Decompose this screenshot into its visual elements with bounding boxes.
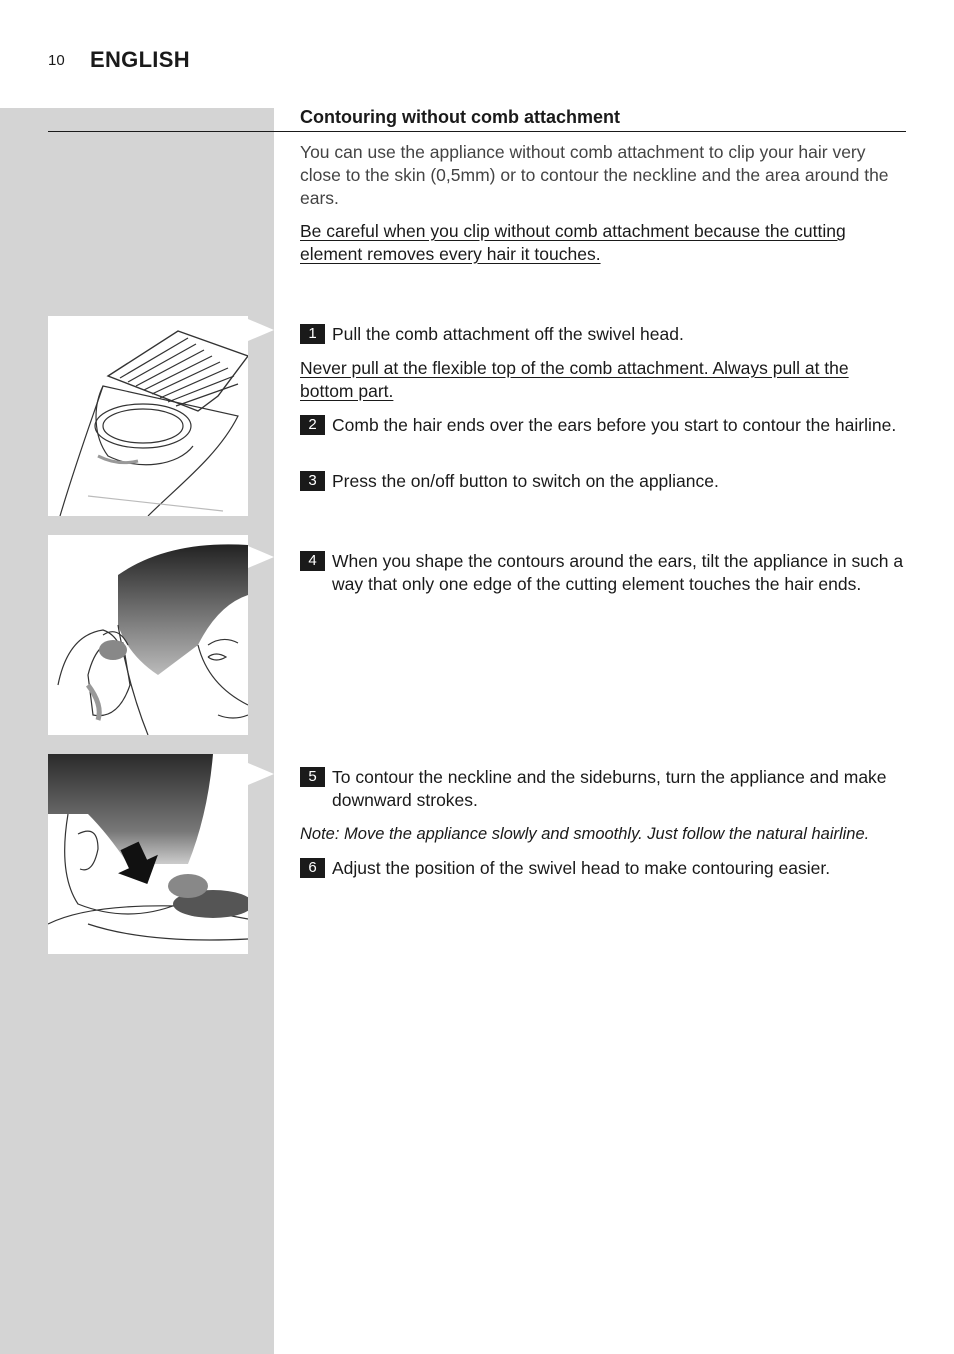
section-divider — [48, 131, 906, 132]
step-text: Adjust the position of the swivel head to make contouring easier. — [332, 858, 831, 878]
trimmer-comb-icon — [48, 316, 248, 516]
intro-paragraph: You can use the appliance without comb attachment to clip your hair very close to the skin (0,5mm) or to contour the neckline and the area around the ears. — [300, 142, 889, 208]
trimming-neckline-illustration — [48, 754, 248, 954]
step-4 — [300, 550, 904, 596]
page-number: 10 — [48, 52, 65, 69]
neckline-icon — [48, 754, 248, 954]
step-number: 6 — [300, 858, 325, 878]
step-number: 4 — [300, 551, 325, 571]
step-3 — [300, 470, 904, 493]
step-number: 1 — [300, 324, 325, 344]
step-text: When you shape the contours around the ears, tilt the appliance in such a way that only one edge of the cutting element touches the hair ends. — [332, 551, 904, 594]
note-paragraph: Note: Move the appliance slowly and smoothly. Just follow the natural hairline. — [300, 825, 870, 843]
step-5 — [300, 766, 904, 812]
illustration-pointer — [248, 763, 274, 785]
step-6 — [300, 857, 904, 880]
ear-contour-icon — [48, 535, 248, 735]
step-text: To contour the neckline and the sideburns, turn the appliance and make downward strokes. — [332, 767, 887, 810]
language-heading: ENGLISH — [90, 47, 190, 72]
step-text: Press the on/off button to switch on the appliance. — [332, 471, 719, 491]
section-title: Contouring without comb attachment — [300, 107, 620, 127]
step-number: 2 — [300, 415, 325, 435]
step-text: Comb the hair ends over the ears before you start to contour the hairline. — [332, 415, 897, 435]
warning-paragraph: Be careful when you clip without comb attachment because the cutting element removes every hair it touches. — [300, 221, 846, 264]
illustration-pointer — [248, 319, 274, 341]
caution-paragraph: Never pull at the flexible top of the comb attachment. Always pull at the bottom part. — [300, 358, 849, 401]
step-number: 5 — [300, 767, 325, 787]
step-text: Pull the comb attachment off the swivel head. — [332, 324, 684, 344]
step-2 — [300, 414, 904, 437]
illustration-pointer — [248, 546, 274, 568]
trimmer-comb-illustration — [48, 316, 248, 516]
trimming-ear-contour-illustration — [48, 535, 248, 735]
step-1 — [300, 323, 904, 346]
step-number: 3 — [300, 471, 325, 491]
